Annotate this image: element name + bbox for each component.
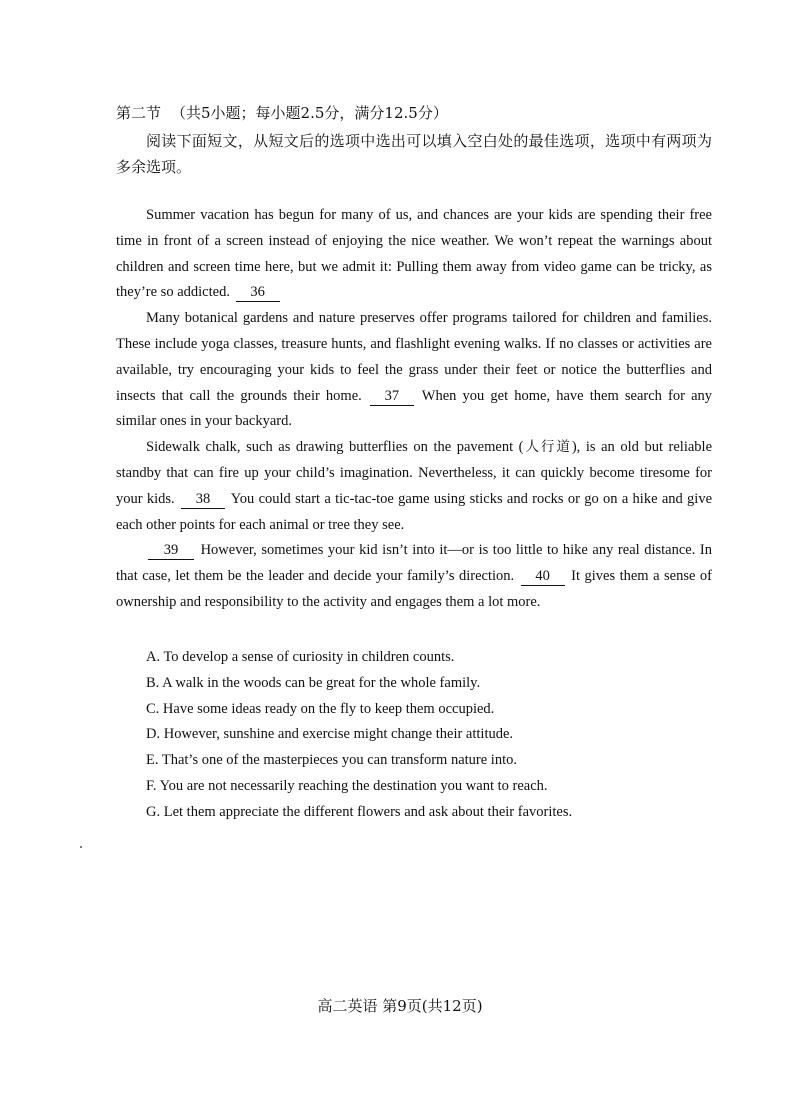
blank-38: 38	[181, 491, 225, 509]
blank-39: 39	[148, 542, 194, 560]
option-c: C. Have some ideas ready on the fly to keep them occupied.	[146, 700, 495, 717]
paragraph-text: ), is an old but reliable standby that can fire up your child’s imagination. Nevertheless, it can quickly become tiresome for your kids.	[116, 439, 713, 507]
option-b: B. A walk in the woods can be great for the whole family.	[146, 674, 481, 691]
option-f: F. You are not necessarily reaching the destination you want to reach.	[146, 777, 548, 794]
paragraph-text: Sidewalk chalk, such as drawing butterflies on the pavement (	[146, 439, 524, 456]
paragraph-text: Many botanical gardens and nature preserves offer programs tailored for children and families. These include yoga classes, treasure hunts, and flashlight evening walks. If no classes or activities are available, try encouraging your kids to feel the grass under their feet or notice the butterflies and insects that call the grounds their home.	[116, 310, 712, 404]
blank-40: 40	[521, 568, 565, 586]
section-title: 第二节	[116, 104, 162, 122]
option-g: G. Let them appreciate the different flowers and ask about their favorites.	[146, 803, 573, 820]
passage-paragraph-2	[116, 306, 712, 435]
paragraph-text: When you get home, have them search for any similar ones in your backyard.	[116, 387, 713, 430]
instructions: 阅读下面短文，从短文后的选项中选出可以填入空白处的最佳选项，选项中有两项为多余选项。	[116, 132, 712, 176]
page-footer: 高二英语 第9页(共12页)	[317, 997, 483, 1015]
passage-paragraph-3	[116, 435, 712, 538]
paragraph-text: However, sometimes your kid isn’t into it—or is too little to hike any real distance. In that case, let them be the leader and decide your family’s direction.	[116, 542, 712, 585]
scan-speck	[80, 846, 82, 848]
passage-paragraph-1	[116, 203, 712, 306]
blank-37: 37	[370, 388, 414, 406]
reading-passage	[116, 203, 712, 616]
option-e: E. That’s one of the masterpieces you can transform nature into.	[146, 752, 517, 769]
answer-options	[146, 645, 726, 826]
section-heading	[116, 102, 448, 124]
paragraph-text: You could start a tic-tac-toe game using sticks and rocks or go on a hike and give each other points for each animal or tree they see.	[116, 490, 713, 533]
option-d: D. However, sunshine and exercise might change their attitude.	[146, 726, 514, 743]
paragraph-text: It gives them a sense of ownership and responsibility to the activity and engages them a lot more.	[116, 568, 712, 610]
paragraph-text: Summer vacation has begun for many of us, and chances are your kids are spending their free time in front of a screen instead of enjoying the nice weather. We won’t repeat the warnings about children and screen time here, but we admit it: Pulling them away from video game can be tricky, as they’re so addicted.	[116, 207, 712, 301]
option-a: A. To develop a sense of curiosity in children counts.	[146, 649, 455, 665]
passage-paragraph-4	[116, 538, 712, 615]
blank-36: 36	[236, 284, 280, 302]
section-scoring-note: （共5小题；每小题2.5分，满分12.5分）	[171, 104, 448, 122]
chinese-gloss: 人行道	[523, 439, 572, 456]
